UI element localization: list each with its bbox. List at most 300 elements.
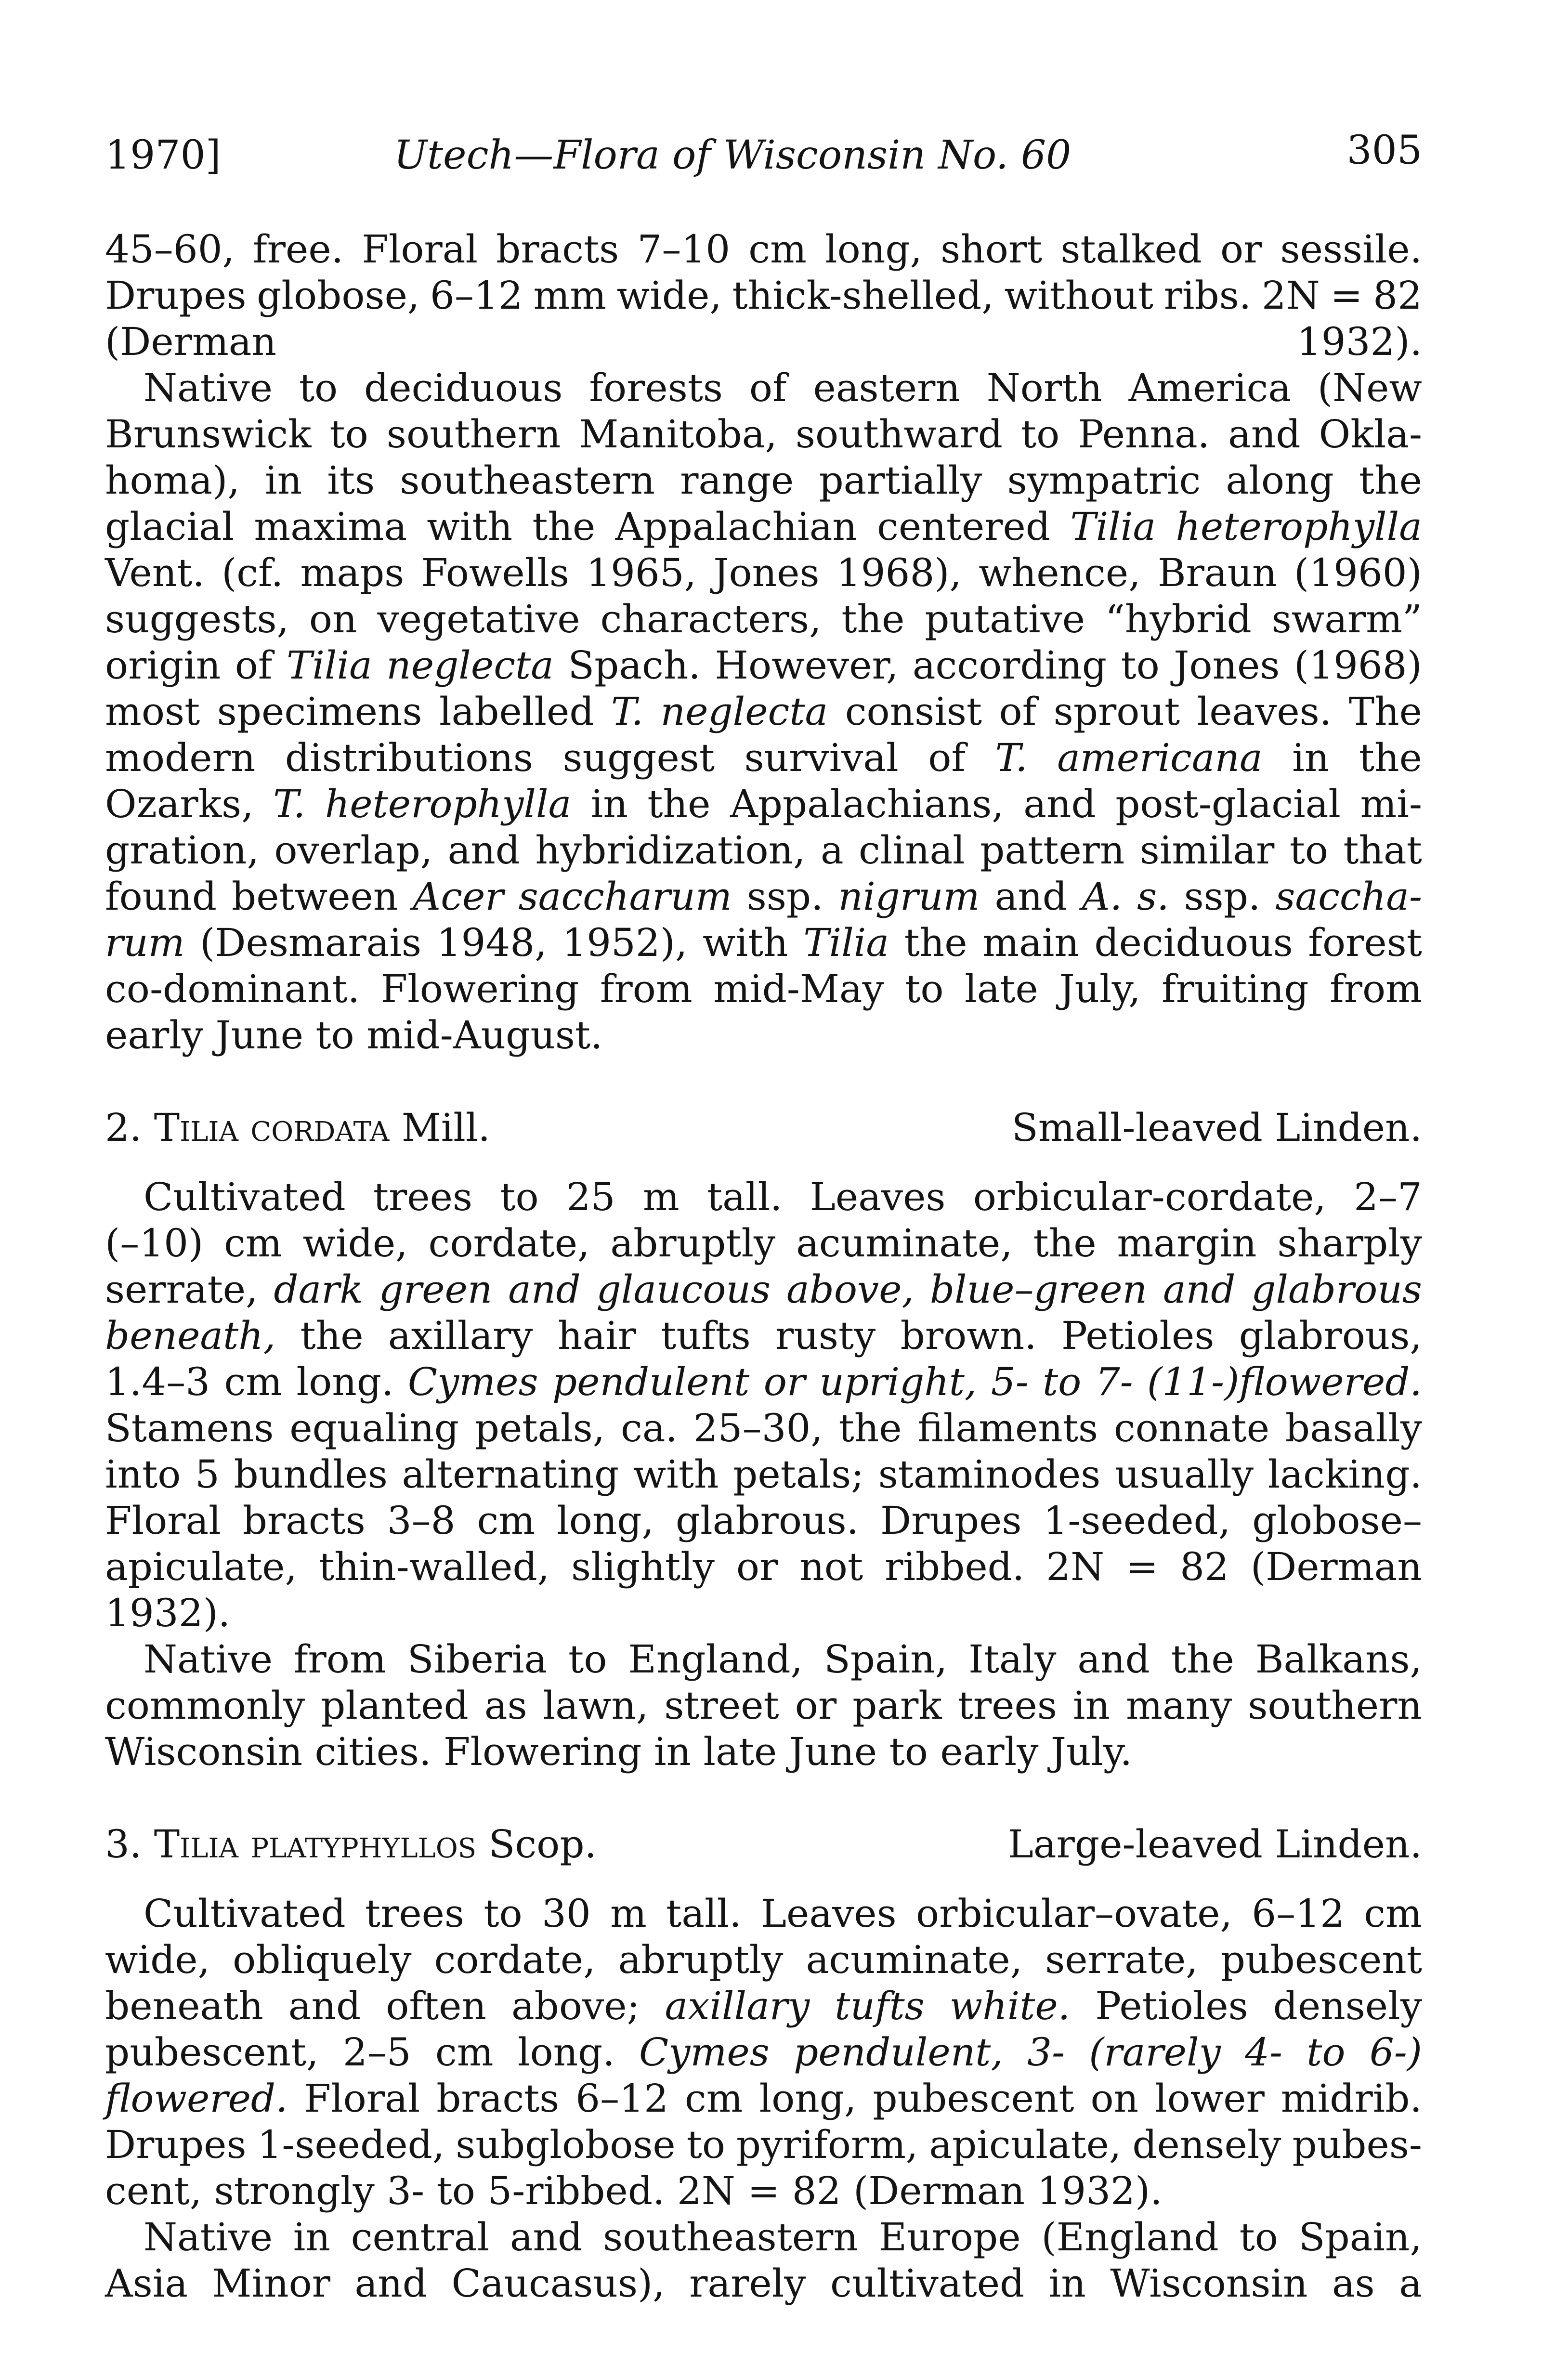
word: lower [1155,2076,1265,2121]
word: Appalachian [615,504,857,549]
text-line: early June to mid-August. [105,1013,603,1058]
word: modern [105,735,256,780]
word: (Derman [105,319,277,364]
word: Penna. [1078,412,1210,457]
word: North [986,366,1102,410]
word: on [309,597,357,641]
word: 5 [195,1452,220,1497]
word: upright, [819,1359,977,1404]
text-line [105,874,1422,920]
word: swarm” [1271,597,1422,641]
word: of [999,689,1037,734]
word: sympatric [1007,458,1201,503]
word: 7–10 [637,227,731,272]
word: or [795,1683,837,1728]
word: equaling [289,1406,459,1450]
word: park [852,1683,942,1728]
word: and [1023,782,1096,826]
word: 2–5 [342,2030,411,2075]
word: 6-) [1369,2030,1422,2075]
word: Appalachians, [730,782,1004,826]
word: Italy [968,1637,1057,1682]
word: pendulent [552,1359,750,1404]
word: beneath [105,1984,263,2028]
word: and [508,1267,581,1312]
word: m [642,1175,679,1219]
word: wide, [302,1221,408,1266]
word: m [610,1891,647,1936]
word: to [1020,412,1060,457]
text-line [105,504,1422,550]
word: 1965, [586,550,697,595]
word: Leaves [810,1175,946,1219]
word: to [500,1175,539,1219]
word: slightly [571,1544,715,1589]
text-line [105,273,1422,319]
species-author: Mill. [401,1105,490,1150]
word: cultivated [830,2261,1025,2306]
word: ribs. [1163,273,1252,318]
word: with [427,504,513,549]
text-line [105,1891,1422,1937]
word: ssp. [1184,874,1261,919]
word: bracts [436,2076,560,2121]
word: However, [715,643,899,688]
word: s. [1137,874,1169,919]
word: clinal [858,828,965,873]
word: long, [759,2076,857,2121]
word: most [105,689,200,734]
word: obliquely [233,1937,412,1982]
word: and [1077,1637,1150,1682]
word: suggest [562,735,715,780]
word: as [484,1683,527,1728]
text-line [105,1313,1422,1359]
word: 1-seeded, [257,2122,445,2167]
word: southward [795,412,1003,457]
word: densely [1132,2122,1281,2167]
word: cm [684,2076,743,2121]
word: long, [557,1498,654,1543]
text-line [105,226,1422,273]
word: trees [957,1683,1057,1728]
word: (Desmarais [200,920,422,965]
text-line [105,1498,1422,1544]
word: Tilia [286,643,372,688]
word: wide, [105,1937,210,1982]
word: heterophylla [1176,504,1422,549]
word: acuminate, [796,1221,1013,1266]
word: to [1239,2215,1278,2259]
word: to [1289,828,1329,873]
word: above, [786,1267,914,1312]
word: globose, [257,273,420,318]
word: tall. [666,1891,742,1936]
text-line [105,457,1422,504]
word: to [299,366,338,410]
word: Siberia [407,1637,548,1682]
word: 25 [566,1175,615,1219]
word: Wisconsin [1110,2261,1308,2306]
word: 6–12 [575,2076,668,2121]
word: tall. [707,1175,783,1219]
word: many [1126,1683,1232,1728]
word: blue–green [929,1267,1148,1312]
word: the [1033,1221,1097,1266]
word: to [329,412,368,457]
word: stalked [1060,227,1202,272]
text-line [105,2260,1422,2307]
word: ssp. [746,874,823,919]
word: orbicular–ovate, [915,1891,1232,1936]
word: fruiting [1162,966,1309,1011]
word: sessile. [1280,227,1422,272]
word: pubescent, [105,2030,319,2075]
word: above; [511,1984,640,2028]
word: wide, [616,273,722,318]
word: Acer [413,874,504,919]
word: 1.4–3 [105,1359,210,1404]
word: Floral [304,2076,420,2121]
word: hair [557,1313,636,1358]
word: (cf. [222,550,284,595]
word: cordate, [434,1937,596,1982]
word: Native [144,366,273,410]
word: putative [925,597,1085,641]
word: post-glacial [1115,782,1341,826]
word: 4- [1245,2030,1283,2075]
word: midrib. [1281,2076,1422,2121]
word: saccharum [518,874,732,919]
text-line [105,1174,1422,1220]
word: deciduous [364,366,563,410]
word: long, [825,227,922,272]
word: to [905,966,944,1011]
word: serrate, [1045,1937,1198,1982]
word: 25–30, [693,1406,823,1450]
word: in [1048,2261,1086,2306]
word: main [982,920,1079,965]
word: vegetative [377,597,580,641]
word: from [293,1637,386,1682]
word: Cymes [639,2030,770,2075]
word: forests [589,366,723,410]
word: consist [845,689,982,734]
word: July, [1059,966,1141,1011]
word: Native [144,2215,273,2259]
word: partially [819,458,982,503]
word: cm [1364,1891,1422,1936]
word: Spach. [568,643,701,688]
word: abruptly [618,1937,784,1982]
word: ca. [621,1406,678,1450]
species-author: Scop. [488,1822,597,1867]
word: (1960) [1294,550,1422,595]
word: A. [1082,874,1123,919]
word: of [928,735,966,780]
word: trees [365,1891,465,1936]
word: to [568,1637,607,1682]
word: glabrous, [1239,1313,1422,1358]
species-heading [105,1105,1422,1151]
word: orbicular-cordate, [973,1175,1326,1219]
word: neglecta [660,689,828,734]
word: and [1163,1267,1236,1312]
word: distributions [285,735,533,780]
word: thin-walled, [318,1544,550,1589]
word: brown. [900,1313,1037,1358]
word: alternating [402,1452,619,1497]
word: Tilia [1070,504,1156,549]
word: to [1121,643,1160,688]
word: Petioles [1095,1984,1248,2028]
word: a [820,828,844,873]
word: pattern [980,828,1125,873]
header-running-title: Utech—Flora of Wisconsin No. 60 [394,132,1071,178]
text-line [105,1267,1422,1313]
word: beneath, [105,1313,276,1358]
word: similar [1139,828,1275,873]
word: T. [611,689,644,734]
word: range [680,458,794,503]
word: Caucasus), [451,2261,665,2306]
word: saccha- [1275,874,1422,919]
word: 6–12 [430,273,523,318]
word: short [941,227,1043,272]
body-text [105,226,1422,2307]
word: late [965,966,1038,1011]
word: filaments [917,1406,1098,1450]
word: americana [1057,735,1263,780]
word: T. [995,735,1028,780]
word: not [799,1544,863,1589]
word: centered [877,504,1051,549]
word: Braun [1157,550,1277,595]
word: the [532,504,596,549]
word: (New [1317,366,1422,410]
word: in [265,458,302,503]
word: flowered. [105,2076,288,2121]
word: forest [1308,920,1422,965]
word: 3–8 [387,1498,456,1543]
word: Jones [713,550,820,595]
word: deciduous [1094,920,1293,965]
word: connate [1113,1406,1270,1450]
word: hybridization, [535,828,806,873]
word: trees [373,1175,473,1219]
word: 45–60, [105,227,235,272]
word: Vent. [105,550,205,595]
word: pubescent [1220,1937,1422,1982]
running-header [105,128,1422,181]
text-line [105,735,1422,781]
word: long. [517,2030,615,2075]
word: found [105,874,217,919]
word: 2N [1046,1544,1105,1589]
word: Cymes [407,1359,538,1404]
word: commonly [105,1683,305,1728]
word: to [1043,1359,1082,1404]
word: Tilia [803,920,889,965]
word: glaucous [596,1267,771,1312]
word: and [1228,412,1301,457]
text-line [105,2029,1422,2076]
word: or [1220,227,1262,272]
text-line [105,1451,1422,1498]
word: green [379,1267,493,1312]
word: and [510,2215,583,2259]
word: subglobose [456,2122,676,2167]
word: from [600,966,693,1011]
word: long. [296,1359,394,1404]
word: Minor [212,2261,331,2306]
word: 5- [991,1359,1029,1404]
word: white. [949,1984,1071,2028]
word: Drupes [105,273,247,318]
word: margin [1117,1221,1257,1266]
word: petals; [733,1452,864,1497]
word: with [702,920,788,965]
word: Stamens [105,1406,274,1450]
word: sprout [1053,689,1180,734]
word: mm [533,273,607,318]
text-line [105,966,1422,1012]
word: 3- [1027,2030,1065,2075]
text-line [105,1683,1422,1729]
text-line [105,1937,1422,1983]
species-name: Tilia cordata [154,1105,390,1150]
word: Flowering [380,966,579,1011]
word: overlap, [274,828,433,873]
word: Cultivated [144,1891,346,1936]
word: pubescent [873,2076,1074,2121]
word: 7- [1095,1359,1133,1404]
word: glabrous [1251,1267,1422,1312]
word: cm [435,2030,494,2075]
text-line [105,781,1422,827]
word: = [1330,273,1363,318]
word: apiculate, [105,1544,298,1589]
word: 2–7 [1354,1175,1422,1219]
word: planted [321,1683,469,1728]
text-line [105,550,1422,596]
text-line [105,319,1422,365]
word: lacking. [1267,1452,1422,1497]
word: staminodes [878,1452,1101,1497]
word: 82 [1180,1544,1229,1589]
word: from [1330,966,1422,1011]
word: Floral [105,1498,221,1543]
word: 1968), [836,550,962,595]
word: (England [1041,2215,1219,2259]
word: to [1307,2030,1346,2075]
text-line [105,920,1422,966]
word: labelled [439,689,594,734]
word: England, [628,1637,803,1682]
word: the [1359,735,1422,780]
word: and [288,1984,361,2028]
word: (11-)flowered. [1147,1359,1422,1404]
word: nigrum [838,874,980,919]
text-line [105,1359,1422,1405]
text-line [105,1544,1422,1590]
word: cm [748,227,807,272]
word: Drupes [105,2122,247,2167]
word: and [447,828,520,873]
word: lawn, [543,1683,649,1728]
word: Drupes [880,1498,1022,1543]
word: 82 [1373,273,1422,318]
common-name: Small-leaved Linden. [1011,1105,1422,1150]
word: usually [1114,1452,1254,1497]
word: T. [273,782,306,826]
word: of [749,366,787,410]
word: central [351,2215,490,2259]
word: serrate, [105,1267,258,1312]
word: Ozarks, [105,782,254,826]
word: ribbed. [885,1544,1025,1589]
text-line [105,1405,1422,1451]
word: 1948, [436,920,547,965]
word: axillary [665,1984,810,2028]
word: Floral [362,227,478,272]
word: in [590,782,628,826]
word: in [293,2215,330,2259]
word: mid-May [713,966,884,1011]
species-number: 2. [105,1105,142,1150]
word: to [686,2122,725,2167]
word: (rarely [1089,2030,1221,2075]
word: 1932). [1296,319,1422,364]
word: (Derman [1250,1544,1422,1589]
word: Native [144,1637,273,1682]
word: heterophylla [325,782,572,826]
word: the [647,782,711,826]
word: Brunswick [105,412,312,457]
word: apiculate, [929,2122,1122,2167]
word: thick-shelled, [732,273,994,318]
word: origin [105,643,221,688]
word: neglecta [386,643,554,688]
word: 30 [541,1891,591,1936]
common-name: Large-leaved Linden. [1007,1822,1422,1867]
word: of [235,643,273,688]
word: bracts [496,227,619,272]
word: eastern [813,366,960,410]
word: its [327,458,375,503]
word: densely [1273,1984,1422,2028]
word: and [354,2261,427,2306]
word: pendulent, [793,2030,1003,2075]
text-line [105,1983,1422,2029]
word: leaves. [1197,689,1332,734]
text-line [105,365,1422,411]
text-line [105,2122,1422,2168]
word: Asia [105,2261,188,2306]
word: America [1128,366,1291,410]
text-line [105,411,1422,457]
word: the [841,597,905,641]
word: according [912,643,1107,688]
text-line [105,642,1422,689]
word: gration, [105,828,259,873]
word: rarely [689,2261,806,2306]
word: street [664,1683,779,1728]
word: Spain, [1298,2215,1422,2259]
text-line: cent, strongly 3- to 5-ribbed. 2N = 82 (Derman 1932). [105,2168,1163,2213]
word: Europe [878,2215,1021,2259]
word: Cultivated [144,1175,346,1219]
